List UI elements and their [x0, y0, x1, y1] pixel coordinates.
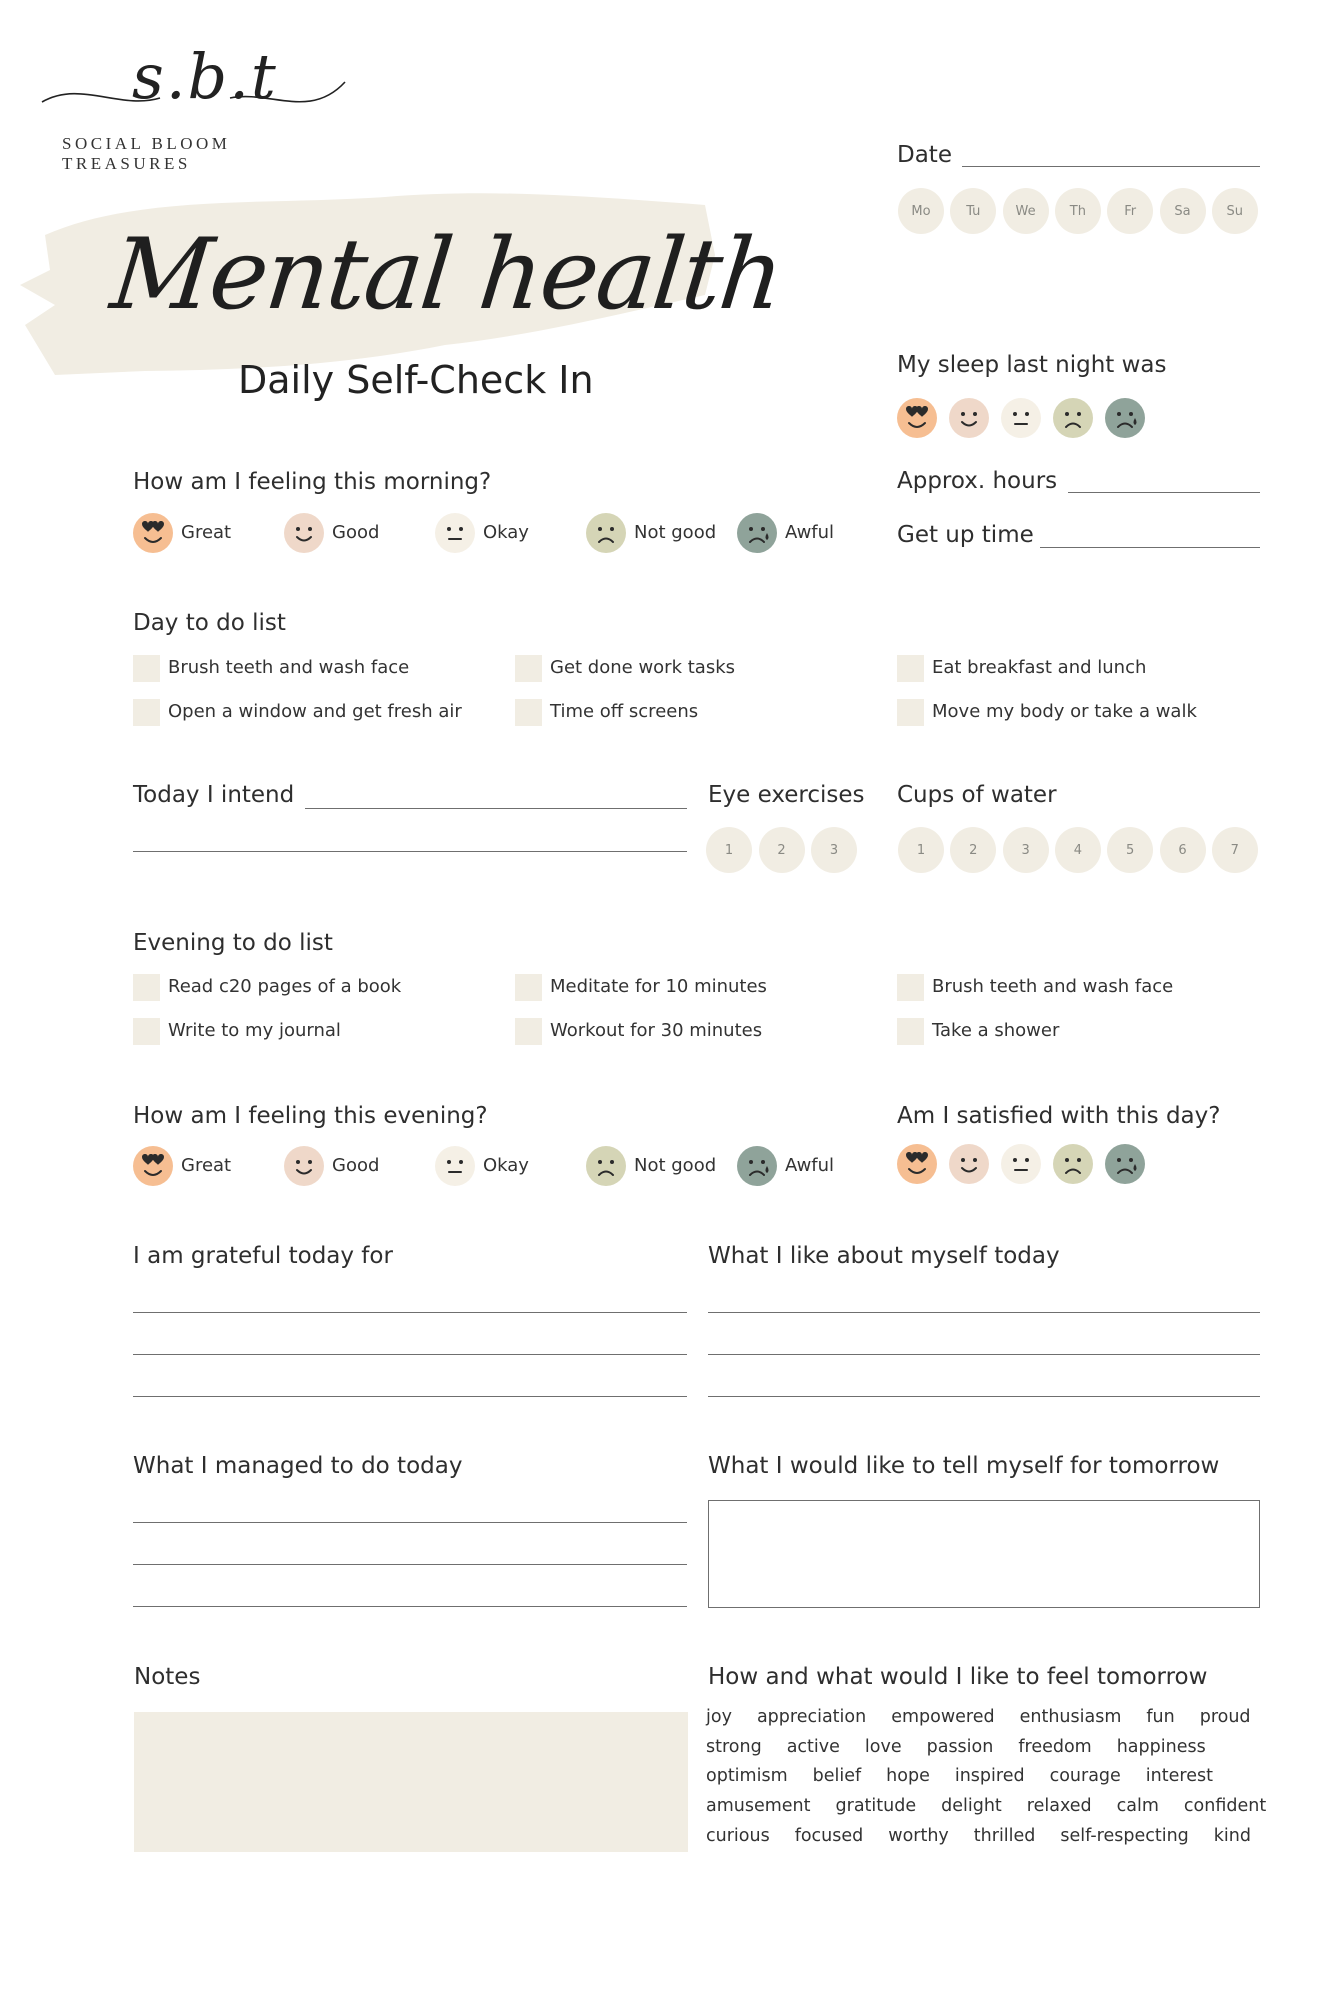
getup-field[interactable]: [1040, 547, 1260, 548]
todo-item-label: Workout for 30 minutes: [550, 1020, 763, 1041]
feeling-word[interactable]: interest: [1145, 1766, 1213, 1787]
water-cup-2[interactable]: 2: [950, 827, 996, 873]
feeling-word[interactable]: active: [786, 1736, 840, 1757]
notes-label: Notes: [134, 1664, 201, 1690]
feeling-word-row: [706, 1796, 1266, 1816]
okay-face-icon[interactable]: [1001, 398, 1041, 438]
great-face-icon[interactable]: [133, 513, 173, 553]
todo-item-label: Write to my journal: [168, 1020, 341, 1041]
awful-face-icon[interactable]: [737, 1146, 777, 1186]
okay-face-icon[interactable]: [435, 1146, 475, 1186]
tell-myself-label: What I would like to tell myself for tomorrow: [708, 1453, 1220, 1479]
feeling-word[interactable]: freedom: [1018, 1736, 1092, 1757]
intend-field-1[interactable]: [305, 808, 687, 809]
feeling-word[interactable]: optimism: [706, 1766, 788, 1787]
todo-item-label: Get done work tasks: [550, 657, 735, 678]
feeling-word[interactable]: kind: [1213, 1825, 1251, 1846]
todo-item-label: Meditate for 10 minutes: [550, 976, 767, 997]
feeling-word[interactable]: relaxed: [1026, 1796, 1092, 1817]
todo-item-label: Brush teeth and wash face: [932, 976, 1174, 997]
water-cup-4[interactable]: 4: [1055, 827, 1101, 873]
not-good-face-icon[interactable]: [1053, 398, 1093, 438]
todo-item-label: Brush teeth and wash face: [168, 657, 410, 678]
todo-checkbox[interactable]: [897, 655, 924, 682]
feeling-word[interactable]: worthy: [888, 1825, 949, 1846]
mood-label-not-good: Not good: [634, 522, 717, 543]
feeling-word[interactable]: calm: [1116, 1796, 1159, 1817]
feeling-word[interactable]: love: [864, 1736, 902, 1757]
feeling-word-row: [706, 1737, 1206, 1757]
weekday-tu[interactable]: Tu: [950, 188, 996, 234]
feeling-word[interactable]: strong: [706, 1736, 762, 1757]
like-myself-line-1[interactable]: [708, 1312, 1260, 1313]
feeling-word[interactable]: curious: [706, 1825, 770, 1846]
brand-logo: [40, 40, 350, 173]
feeling-word[interactable]: appreciation: [756, 1707, 867, 1727]
water-cup-6[interactable]: 6: [1160, 827, 1206, 873]
morning-label: How am I feeling this morning?: [133, 469, 492, 495]
feel-tomorrow-label: How and what would I like to feel tomorrow: [708, 1664, 1208, 1690]
todo-checkbox[interactable]: [133, 655, 160, 682]
mood-label-not-good: Not good: [634, 1155, 717, 1176]
okay-face-icon[interactable]: [1001, 1144, 1041, 1184]
grateful-line-3[interactable]: [133, 1396, 687, 1397]
good-face-icon[interactable]: [949, 398, 989, 438]
satisfied-label: Am I satisfied with this day?: [897, 1103, 1221, 1129]
weekday-th[interactable]: Th: [1055, 188, 1101, 234]
not-good-face-icon[interactable]: [586, 513, 626, 553]
title-subtitle: Daily Self-Check In: [238, 358, 594, 402]
todo-checkbox[interactable]: [515, 699, 542, 726]
feeling-word[interactable]: confident: [1183, 1796, 1267, 1817]
good-face-icon[interactable]: [284, 1146, 324, 1186]
awful-face-icon[interactable]: [1105, 398, 1145, 438]
todo-item-label: Read c20 pages of a book: [168, 976, 402, 997]
eye-exercise-1[interactable]: 1: [706, 827, 752, 873]
mood-label-great: Great: [181, 522, 232, 543]
hours-label: Approx. hours: [897, 468, 1058, 494]
weekday-mo[interactable]: Mo: [898, 188, 944, 234]
grateful-line-1[interactable]: [133, 1312, 687, 1313]
feeling-word[interactable]: amusement: [706, 1796, 811, 1817]
feeling-word[interactable]: gratitude: [835, 1796, 917, 1817]
feeling-word[interactable]: joy: [706, 1707, 732, 1727]
good-face-icon[interactable]: [949, 1144, 989, 1184]
feeling-word[interactable]: inspired: [954, 1766, 1025, 1787]
mood-label-okay: Okay: [483, 522, 529, 543]
managed-line-3[interactable]: [133, 1606, 687, 1607]
feeling-word[interactable]: courage: [1049, 1766, 1121, 1787]
like-myself-line-2[interactable]: [708, 1354, 1260, 1355]
managed-line-1[interactable]: [133, 1522, 687, 1523]
mood-label-awful: Awful: [785, 522, 835, 543]
weekday-fr[interactable]: Fr: [1107, 188, 1153, 234]
todo-checkbox[interactable]: [515, 974, 542, 1001]
awful-face-icon[interactable]: [737, 513, 777, 553]
day-todo-label: Day to do list: [133, 610, 286, 636]
tell-myself-box[interactable]: [708, 1500, 1260, 1608]
feeling-word[interactable]: empowered: [891, 1707, 995, 1727]
weekday-we[interactable]: We: [1003, 188, 1049, 234]
managed-line-2[interactable]: [133, 1564, 687, 1565]
feeling-word-row: [706, 1707, 1251, 1727]
water-cup-3[interactable]: 3: [1003, 827, 1049, 873]
date-label: Date: [897, 142, 952, 168]
todo-checkbox[interactable]: [897, 1018, 924, 1045]
intend-field-2[interactable]: [133, 851, 687, 852]
water-cup-5[interactable]: 5: [1107, 827, 1153, 873]
feeling-word[interactable]: self-respecting: [1060, 1825, 1189, 1846]
not-good-face-icon[interactable]: [586, 1146, 626, 1186]
eye-label: Eye exercises: [708, 782, 865, 808]
like-myself-line-3[interactable]: [708, 1396, 1260, 1397]
todo-checkbox[interactable]: [515, 655, 542, 682]
feeling-word[interactable]: fun: [1146, 1707, 1175, 1727]
mood-label-okay: Okay: [483, 1155, 529, 1176]
grateful-line-2[interactable]: [133, 1354, 687, 1355]
mood-label-great: Great: [181, 1155, 232, 1176]
getup-label: Get up time: [897, 522, 1034, 548]
okay-face-icon[interactable]: [435, 513, 475, 553]
managed-label: What I managed to do today: [133, 1453, 463, 1479]
feeling-word[interactable]: hope: [886, 1766, 930, 1787]
like-myself-label: What I like about myself today: [708, 1243, 1060, 1269]
feeling-word[interactable]: proud: [1199, 1707, 1251, 1727]
feeling-word-row: [706, 1766, 1213, 1786]
feeling-word[interactable]: belief: [812, 1766, 862, 1787]
weekday-sa[interactable]: Sa: [1160, 188, 1206, 234]
feeling-word[interactable]: happiness: [1116, 1736, 1206, 1757]
todo-item-label: Eat breakfast and lunch: [932, 657, 1147, 678]
eye-exercise-2[interactable]: 2: [759, 827, 805, 873]
feeling-word[interactable]: focused: [794, 1825, 864, 1846]
intend-label: Today I intend: [133, 782, 295, 808]
grateful-label: I am grateful today for: [133, 1243, 393, 1269]
hours-field[interactable]: [1068, 492, 1260, 493]
not-good-face-icon[interactable]: [1053, 1144, 1093, 1184]
todo-checkbox[interactable]: [133, 699, 160, 726]
water-cup-7[interactable]: 7: [1212, 827, 1258, 873]
water-cup-1[interactable]: 1: [898, 827, 944, 873]
feeling-word-row: [706, 1826, 1251, 1846]
todo-item-label: Open a window and get fresh air: [168, 701, 462, 722]
great-face-icon[interactable]: [133, 1146, 173, 1186]
todo-checkbox[interactable]: [897, 699, 924, 726]
todo-item-label: Time off screens: [550, 701, 699, 722]
todo-checkbox[interactable]: [133, 974, 160, 1001]
title-script: Mental health: [106, 218, 788, 332]
brand-monogram: s.b.t: [132, 40, 278, 113]
eye-exercise-3[interactable]: 3: [811, 827, 857, 873]
mood-label-good: Good: [332, 1155, 380, 1176]
good-face-icon[interactable]: [284, 513, 324, 553]
sleep-label: My sleep last night was: [897, 352, 1167, 378]
brand-name: SOCIAL BLOOM TREASURES: [62, 134, 231, 173]
evening-todo-label: Evening to do list: [133, 930, 333, 956]
weekday-su[interactable]: Su: [1212, 188, 1258, 234]
todo-item-label: Take a shower: [932, 1020, 1060, 1041]
todo-checkbox[interactable]: [515, 1018, 542, 1045]
todo-checkbox[interactable]: [133, 1018, 160, 1045]
mood-label-awful: Awful: [785, 1155, 835, 1176]
mood-label-good: Good: [332, 522, 380, 543]
feeling-word[interactable]: enthusiasm: [1019, 1707, 1122, 1727]
great-face-icon[interactable]: [897, 398, 937, 438]
feeling-word[interactable]: thrilled: [973, 1825, 1036, 1846]
feeling-word[interactable]: passion: [926, 1736, 994, 1757]
great-face-icon[interactable]: [897, 1144, 937, 1184]
water-label: Cups of water: [897, 782, 1057, 808]
feeling-word[interactable]: delight: [941, 1796, 1002, 1817]
awful-face-icon[interactable]: [1105, 1144, 1145, 1184]
date-field[interactable]: [962, 166, 1260, 167]
notes-box[interactable]: [134, 1712, 688, 1852]
todo-checkbox[interactable]: [897, 974, 924, 1001]
todo-item-label: Move my body or take a walk: [932, 701, 1197, 722]
evening-label: How am I feeling this evening?: [133, 1103, 488, 1129]
